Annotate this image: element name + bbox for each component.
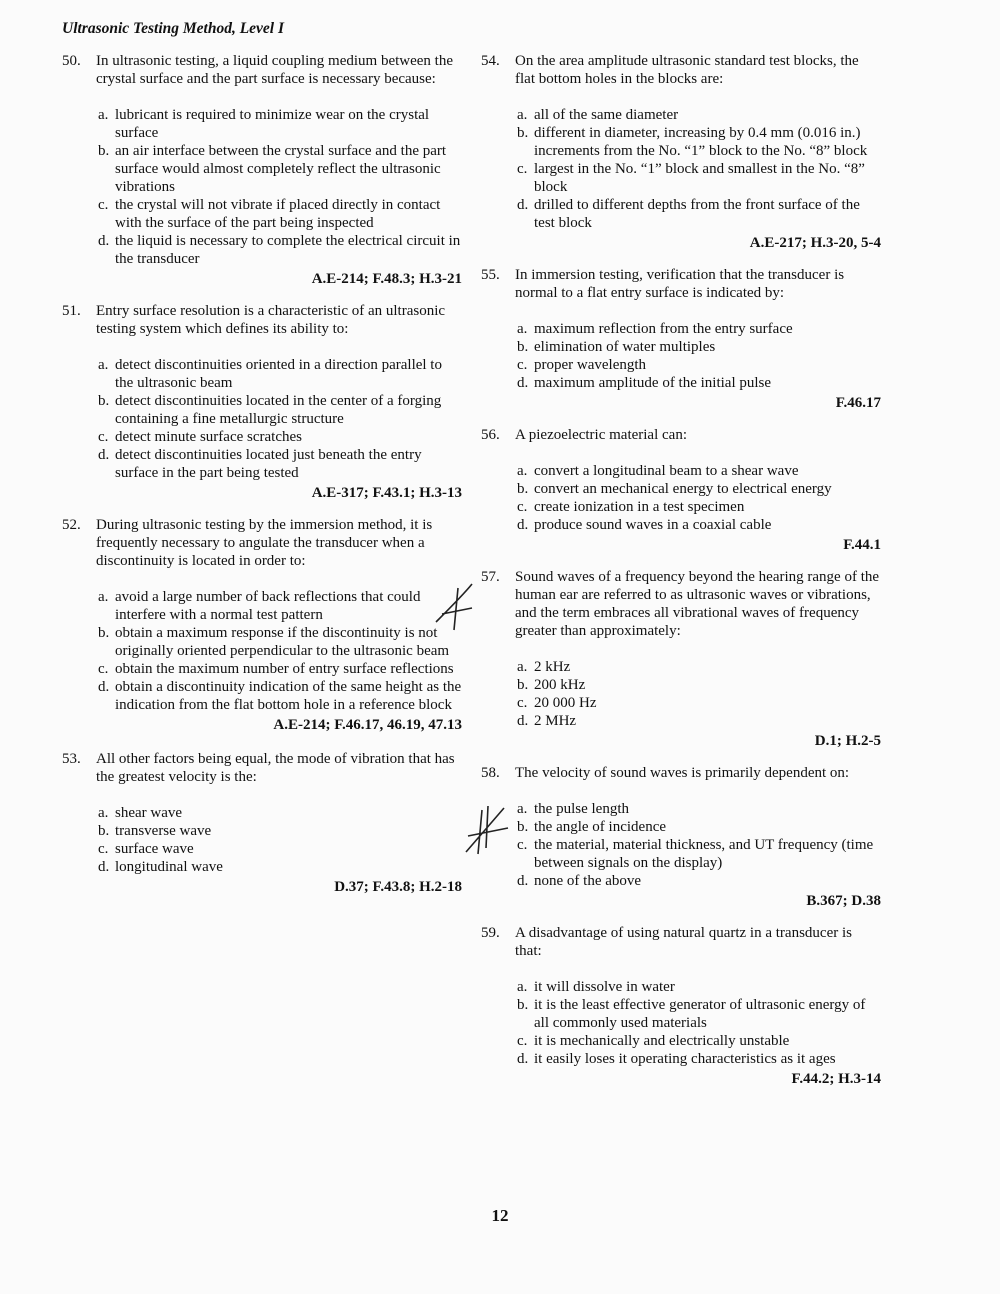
question-stem: Sound waves of a frequency beyond the hearing range of the human ear are referred to as ultrasonic waves or vibrations, and the term embraces all vibrational waves of frequency greater than approximately: [515,569,880,639]
question-stem: In immersion testing, verification that the transducer is normal to a flat entry surface is indicated by: [515,267,845,301]
question-stem: On the area amplitude ultrasonic standard test blocks, the flat bottom holes in the blocks are: [515,53,859,87]
question-stem: During ultrasonic testing by the immersion method, it is frequently necessary to angulate the transducer when a discontinuity is located in order to: [96,517,433,569]
question-number: 50. [62,53,81,69]
question-stem: In ultrasonic testing, a liquid coupling medium between the crystal surface and the part surface is necessary because: [96,53,454,87]
option-b: b. detect discontinuities located in the center of a forging containing a fine metallurgic structure [98,393,442,427]
option-c: c. create ionization in a test specimen [517,499,745,515]
question-56 [481,426,881,554]
question-stem: Entry surface resolution is a characteristic of an ultrasonic testing system which defines its ability to: [96,303,446,337]
question-57 [481,568,881,750]
option-c: c. largest in the No. “1” block and smallest in the No. “8” block [517,161,865,195]
handwritten-check-mark-57 [428,578,484,640]
option-a: a. maximum reflection from the entry surface [517,321,793,337]
option-c: c. 20 000 Hz [517,695,597,711]
option-d: d. obtain a discontinuity indication of the same height as the indication from the flat bottom hole in a reference block [98,679,462,713]
option-b: b. convert an mechanical energy to electrical energy [517,481,832,497]
question-number: 57. [481,569,500,585]
question-stem: All other factors being equal, the mode of vibration that has the greatest velocity is the: [96,751,455,785]
option-c: c. the material, material thickness, and UT frequency (time between signals on the display) [517,837,874,871]
option-c: c. detect minute surface scratches [98,429,302,445]
reference: D.37; F.43.8; H.2-18 [334,879,462,895]
reference: F.46.17 [835,395,881,411]
left-column [62,52,462,896]
option-a: a. shear wave [98,805,183,821]
option-c: c. the crystal will not vibrate if placed directly in contact with the surface of the part being inspected [98,197,441,231]
question-number: 59. [481,925,500,941]
option-b: b. elimination of water multiples [517,339,716,355]
option-a: a. the pulse length [517,801,629,817]
page-number: 12 [491,1206,509,1225]
question-number: 52. [62,517,81,533]
options-list [481,658,881,730]
option-d: d. none of the above [517,873,642,889]
options-list [481,978,881,1068]
question-59 [481,924,881,1088]
option-d: d. 2 MHz [517,713,577,729]
question-number: 53. [62,751,81,767]
option-c: c. proper wavelength [517,357,647,373]
options-list [62,588,462,714]
options-list [62,804,462,876]
option-b: b. the angle of incidence [517,819,667,835]
option-a: a. avoid a large number of back reflections that could interfere with a normal test pattern [98,589,421,623]
reference: F.44.1 [843,537,881,553]
question-58 [481,764,881,910]
question-number: 58. [481,765,500,781]
page-header-title: Ultrasonic Testing Method, Level I [62,20,285,37]
option-a: a. lubricant is required to minimize wear on the crystal surface [98,107,430,141]
question-stem: A piezoelectric material can: [515,427,687,443]
reference: D.1; H.2-5 [814,733,881,749]
option-b: b. different in diameter, increasing by 0.4 mm (0.016 in.) increments from the No. “1” block to the No. “8” block [517,125,868,159]
options-list [481,106,881,232]
option-b: b. obtain a maximum response if the discontinuity is not originally oriented perpendicular to the ultrasonic beam [98,625,450,659]
options-list [481,800,881,890]
reference: A.E-217; H.3-20, 5-4 [749,235,881,251]
option-d: d. longitudinal wave [98,859,223,875]
question-number: 55. [481,267,500,283]
question-number: 56. [481,427,500,443]
question-52 [62,516,462,734]
option-d: d. produce sound waves in a coaxial cable [517,517,772,533]
options-list [481,462,881,534]
option-b: b. an air interface between the crystal surface and the part surface would almost completely reflect the ultrasonic vibrations [98,143,447,195]
options-list [62,356,462,482]
options-list [62,106,462,268]
question-number: 54. [481,53,500,69]
question-55 [481,266,881,412]
right-column [481,52,881,1088]
question-50 [62,52,462,288]
reference: A.E-214; F.46.17, 46.19, 47.13 [273,717,462,733]
option-c: c. it is mechanically and electrically unstable [517,1033,790,1049]
option-d: d. drilled to different depths from the front surface of the test block [517,197,860,231]
option-b: b. it is the least effective generator of ultrasonic energy of all commonly used materials [517,997,866,1031]
reference: A.E-214; F.48.3; H.3-21 [311,271,462,287]
handwritten-check-mark-58 [458,802,516,860]
option-d: d. it easily loses it operating characteristics as it ages [517,1051,836,1067]
question-53 [62,750,462,896]
option-b: b. transverse wave [98,823,212,839]
question-number: 51. [62,303,81,319]
option-a: a. it will dissolve in water [517,979,675,995]
reference: B.367; D.38 [806,893,881,909]
option-d: d. detect discontinuities located just beneath the entry surface in the part being tested [98,447,422,481]
option-b: b. 200 kHz [517,677,586,693]
options-list [481,320,881,392]
question-stem: A disadvantage of using natural quartz in a transducer is that: [515,925,852,959]
option-a: a. all of the same diameter [517,107,679,123]
question-51 [62,302,462,502]
option-a: a. convert a longitudinal beam to a shear wave [517,463,799,479]
option-d: d. maximum amplitude of the initial pulse [517,375,772,391]
reference: F.44.2; H.3-14 [791,1071,881,1087]
option-c: c. surface wave [98,841,194,857]
question-stem: The velocity of sound waves is primarily dependent on: [515,765,850,781]
option-c: c. obtain the maximum number of entry surface reflections [98,661,454,677]
question-54 [481,52,881,252]
option-d: d. the liquid is necessary to complete the electrical circuit in the transducer [98,233,461,267]
option-a: a. 2 kHz [517,659,571,675]
reference: A.E-317; F.43.1; H.3-13 [311,485,462,501]
option-a: a. detect discontinuities oriented in a direction parallel to the ultrasonic beam [98,357,442,391]
